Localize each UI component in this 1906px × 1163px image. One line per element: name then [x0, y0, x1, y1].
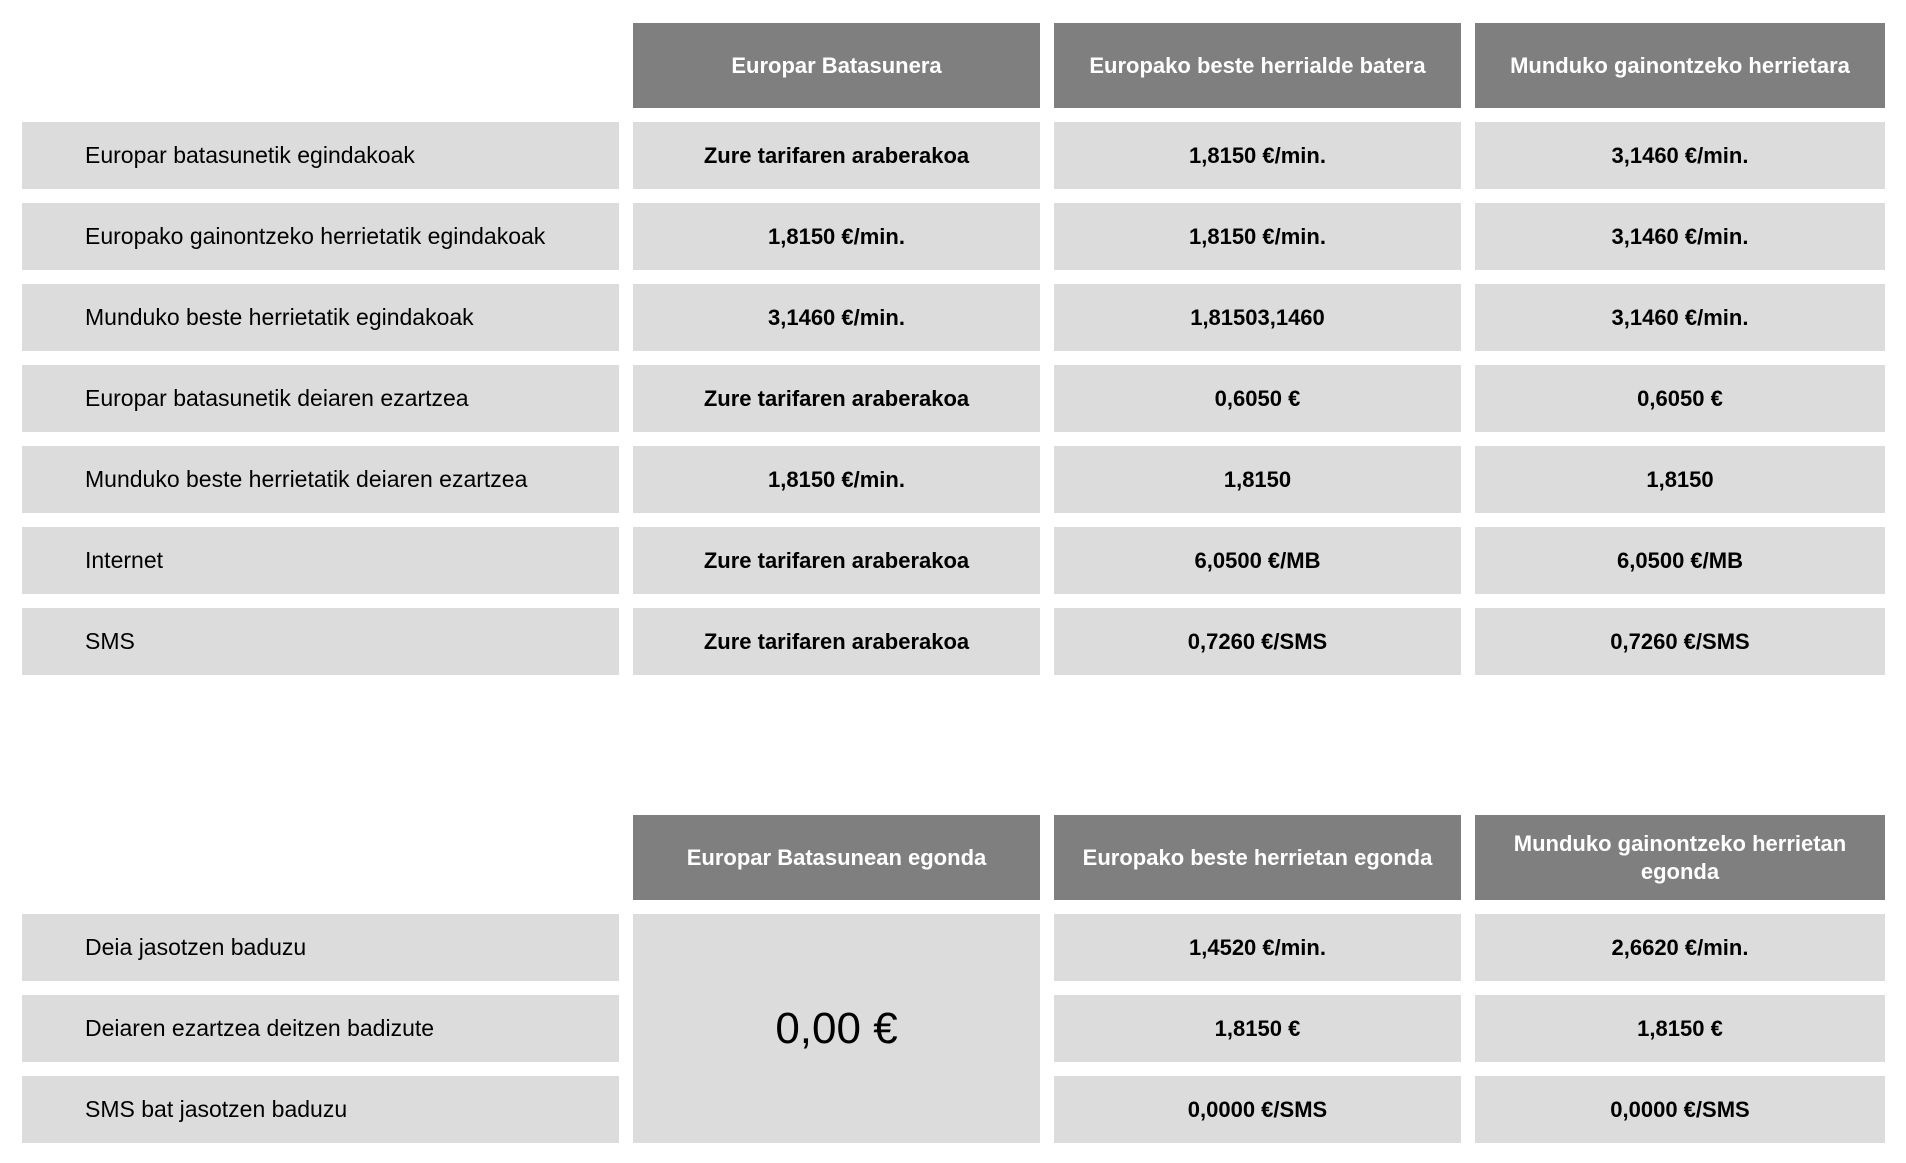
row-label: Deia jasotzen baduzu: [22, 914, 619, 981]
row-label: Munduko beste herrietatik egindakoak: [22, 284, 619, 351]
row-label: Europar batasunetik egindakoak: [22, 122, 619, 189]
roaming-calls-table: [22, 23, 1885, 675]
table-cell: 6,0500 €/MB: [1475, 527, 1885, 594]
row-label: Internet: [22, 527, 619, 594]
table-cell: 0,7260 €/SMS: [1475, 608, 1885, 675]
table-cell: 3,1460 €/min.: [1475, 122, 1885, 189]
row-label: Munduko beste herrietatik deiaren ezartzea: [22, 446, 619, 513]
row-label: Deiaren ezartzea deitzen badizute: [22, 995, 619, 1062]
table-cell: 1,8150 €/min.: [1054, 122, 1461, 189]
table-cell: 1,8150 €: [1054, 995, 1461, 1062]
row-label: SMS: [22, 608, 619, 675]
table-cell: 1,8150 €/min.: [1054, 203, 1461, 270]
table-cell: 3,1460 €/min.: [1475, 203, 1885, 270]
column-header: Europar Batasunera: [633, 23, 1040, 108]
table-cell: 3,1460 €/min.: [633, 284, 1040, 351]
table-cell: 0,6050 €: [1054, 365, 1461, 432]
row-label: SMS bat jasotzen baduzu: [22, 1076, 619, 1143]
table-cell: 3,1460 €/min.: [1475, 284, 1885, 351]
table-cell: 0,6050 €: [1475, 365, 1885, 432]
table-cell: 1,8150: [1054, 446, 1461, 513]
column-header: Munduko gainontzeko herrietara: [1475, 23, 1885, 108]
table-corner: [22, 815, 619, 900]
table-cell: 0,7260 €/SMS: [1054, 608, 1461, 675]
table-cell: 1,8150 €/min.: [633, 203, 1040, 270]
table-corner: [22, 23, 619, 108]
column-header: Europako beste herrietan egonda: [1054, 815, 1461, 900]
column-header: Europar Batasunean egonda: [633, 815, 1040, 900]
table-cell: Zure tarifaren araberakoa: [633, 365, 1040, 432]
table-cell: 1,8150: [1475, 446, 1885, 513]
table-cell: 2,6620 €/min.: [1475, 914, 1885, 981]
table-cell: 1,8150 €: [1475, 995, 1885, 1062]
merged-free-cell: 0,00 €: [633, 914, 1040, 1143]
table-cell: 1,8150 €/min.: [633, 446, 1040, 513]
table-cell: 1,4520 €/min.: [1054, 914, 1461, 981]
table-cell: Zure tarifaren araberakoa: [633, 527, 1040, 594]
column-header: Munduko gainontzeko herrietan egonda: [1475, 815, 1885, 900]
table-cell: 0,0000 €/SMS: [1054, 1076, 1461, 1143]
table-cell: 1,81503,1460: [1054, 284, 1461, 351]
table-cell: 0,0000 €/SMS: [1475, 1076, 1885, 1143]
row-label: Europar batasunetik deiaren ezartzea: [22, 365, 619, 432]
roaming-receive-table: [22, 815, 1885, 1143]
table-cell: Zure tarifaren araberakoa: [633, 608, 1040, 675]
row-label: Europako gainontzeko herrietatik egindakoak: [22, 203, 619, 270]
table-cell: Zure tarifaren araberakoa: [633, 122, 1040, 189]
table-cell: 6,0500 €/MB: [1054, 527, 1461, 594]
column-header: Europako beste herrialde batera: [1054, 23, 1461, 108]
